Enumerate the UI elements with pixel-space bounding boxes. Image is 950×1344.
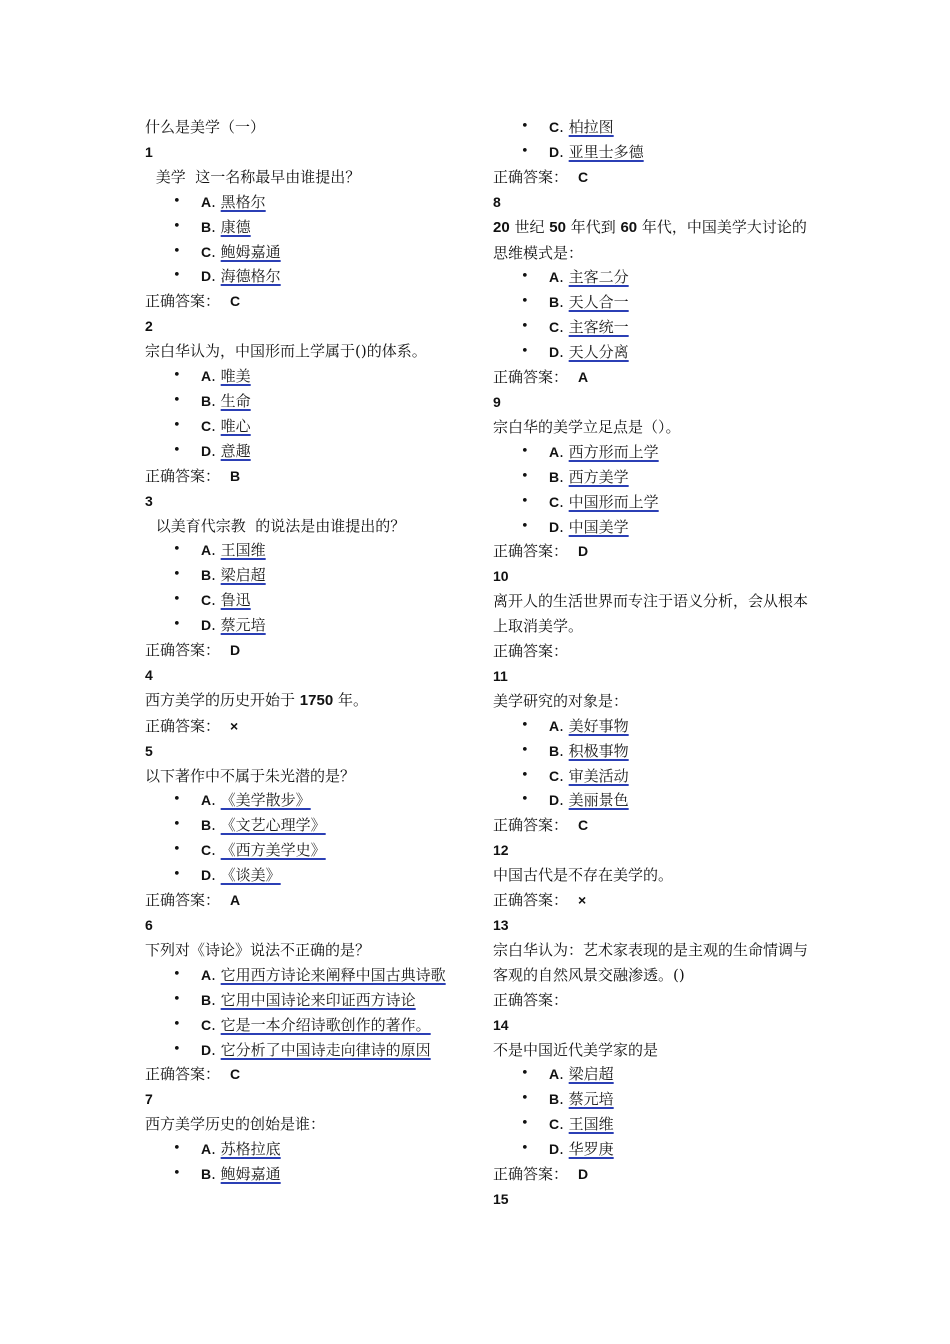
bullet-icon: • <box>521 1141 529 1157</box>
option-letter: C <box>549 767 560 784</box>
option-list <box>145 1137 470 1187</box>
option-link[interactable]: 它用中国诗论来印证西方诗论 <box>220 990 416 1009</box>
option-link[interactable]: 天人分离 <box>568 343 629 362</box>
bullet-icon: • <box>173 817 181 833</box>
option-item[interactable]: • B. 生命 <box>145 389 470 414</box>
option-link[interactable]: 梁启超 <box>220 566 266 585</box>
bullet-icon: • <box>173 991 181 1007</box>
question-number: 4 <box>145 666 153 683</box>
answer-label: 正确答案： <box>493 816 569 835</box>
option-letter: A <box>549 269 560 286</box>
question-number: 14 <box>493 1016 509 1033</box>
option-letter: C <box>549 493 560 510</box>
answer-label: 正确答案： <box>493 1165 569 1184</box>
answer-label: 正确答案： <box>145 716 221 735</box>
question-number: 12 <box>493 842 509 859</box>
bullet-icon: • <box>173 567 181 583</box>
option-item[interactable]: • D. 中国美学 <box>493 515 815 540</box>
bullet-icon: • <box>173 867 181 883</box>
option-item[interactable]: • C. 唯心 <box>145 414 470 439</box>
question-stem: 离开人的生活世界而专注于语义分析，会从根本上取消美学。 <box>493 592 809 636</box>
option-link[interactable]: 唯心 <box>220 416 251 435</box>
option-link[interactable]: 《美学散步》 <box>220 791 311 810</box>
option-letter: D <box>549 344 560 361</box>
question-stem: 宗白华认为，中国形而上学属于()的体系。 <box>145 342 427 361</box>
bullet-icon: • <box>173 542 181 558</box>
option-list <box>145 364 470 464</box>
answer-line <box>145 888 470 913</box>
option-link[interactable]: 鲍姆嘉通 <box>220 242 281 261</box>
option-letter: D <box>201 867 212 884</box>
option-item[interactable]: • B. 西方美学 <box>493 465 815 490</box>
option-list <box>493 115 815 165</box>
bullet-icon: • <box>521 468 529 484</box>
option-link[interactable]: 亚里士多德 <box>568 142 644 161</box>
option-item[interactable]: • D. 它分析了中国诗走向律诗的原因 <box>145 1038 470 1063</box>
option-letter: B <box>201 218 212 235</box>
option-letter: C <box>201 592 212 609</box>
question-stem: 美学 这一名称最早由谁提出？ <box>151 167 361 186</box>
option-item[interactable]: • C. 审美活动 <box>493 764 815 789</box>
option-item[interactable]: • B. 天人合一 <box>493 290 815 315</box>
bullet-icon: • <box>521 269 529 285</box>
stem-text: 西方美学的历史开始于 <box>145 690 296 709</box>
option-link[interactable]: 蔡元培 <box>568 1090 614 1109</box>
option-letter: B <box>201 817 212 834</box>
option-link[interactable]: 西方形而上学 <box>568 442 659 461</box>
question-stem <box>145 688 470 714</box>
answer-value: B <box>230 467 241 484</box>
option-letter: A <box>201 792 212 809</box>
question-stem: 美学研究的对象是： <box>493 691 629 710</box>
option-item[interactable]: • A. 主客二分 <box>493 265 815 290</box>
answer-line <box>493 639 815 664</box>
option-link[interactable]: 西方美学 <box>568 467 629 486</box>
option-link[interactable]: 中国形而上学 <box>568 492 659 511</box>
option-letter: A <box>201 193 212 210</box>
answer-line <box>145 1062 470 1087</box>
question-stem: 西方美学历史的创始是谁： <box>145 1115 326 1134</box>
question-number: 7 <box>145 1091 153 1108</box>
option-item[interactable]: • B. 它用中国诗论来印证西方诗论 <box>145 988 470 1013</box>
question-stem: 下列对《诗论》说法不正确的是？ <box>145 940 371 959</box>
option-link[interactable]: 它用西方诗论来阐释中国古典诗歌 <box>220 965 446 984</box>
bullet-icon: • <box>521 1091 529 1107</box>
option-link[interactable]: 《谈美》 <box>220 866 281 885</box>
answer-value: D <box>578 543 589 560</box>
option-letter: B <box>201 567 212 584</box>
option-link[interactable]: 梁启超 <box>568 1065 614 1084</box>
stem-number: 60 <box>620 218 638 236</box>
option-list <box>493 1062 815 1162</box>
stem-number: 20 <box>493 218 510 236</box>
doc-title: 什么是美学（一） <box>145 118 266 136</box>
left-column <box>145 115 470 1187</box>
option-link[interactable]: 王国维 <box>568 1115 614 1134</box>
option-item[interactable]: • B. 积极事物 <box>493 739 815 764</box>
option-item[interactable]: • C. 鲍姆嘉通 <box>145 240 470 265</box>
answer-label: 正确答案： <box>493 891 569 910</box>
bullet-icon: • <box>521 717 529 733</box>
question-stem <box>493 215 815 266</box>
option-item[interactable]: • D. 蔡元培 <box>145 613 470 638</box>
bullet-icon: • <box>173 243 181 259</box>
option-link[interactable]: 积极事物 <box>568 741 629 760</box>
question-number: 11 <box>493 667 508 684</box>
option-letter: D <box>549 518 560 535</box>
option-letter: C <box>549 1116 560 1133</box>
option-letter: C <box>549 119 560 135</box>
option-link[interactable]: 鲍姆嘉通 <box>220 1165 281 1184</box>
answer-line <box>493 813 815 838</box>
question-number: 5 <box>145 742 153 759</box>
option-item[interactable]: • D. 美丽景色 <box>493 788 815 813</box>
option-list <box>145 538 470 638</box>
option-letter: C <box>201 842 212 859</box>
option-item[interactable]: • A. 王国维 <box>145 538 470 563</box>
option-link[interactable]: 华罗庚 <box>568 1140 614 1159</box>
option-link[interactable]: 黑格尔 <box>220 192 266 211</box>
bullet-icon: • <box>173 442 181 458</box>
option-letter: D <box>201 617 212 634</box>
answer-value: C <box>230 1066 241 1083</box>
answer-label: 正确答案： <box>493 990 569 1009</box>
answer-label: 正确答案： <box>493 167 569 186</box>
bullet-icon: • <box>521 493 529 509</box>
bullet-icon: • <box>173 1041 181 1057</box>
answer-line <box>145 464 470 489</box>
option-link[interactable]: 海德格尔 <box>220 267 281 286</box>
option-link[interactable]: 王国维 <box>220 541 266 560</box>
option-link[interactable]: 主客二分 <box>568 268 629 287</box>
answer-line <box>493 988 815 1013</box>
option-link[interactable]: 它分析了中国诗走向律诗的原因 <box>220 1040 431 1059</box>
answer-value: A <box>578 369 589 386</box>
option-letter: D <box>549 1141 560 1158</box>
option-item[interactable]: • C. 柏拉图 <box>493 115 815 140</box>
answer-value: × <box>230 717 239 734</box>
option-letter: B <box>201 1166 212 1183</box>
option-item[interactable]: • C. 王国维 <box>493 1112 815 1137</box>
option-link[interactable]: 苏格拉底 <box>220 1140 281 1159</box>
bullet-icon: • <box>173 218 181 234</box>
option-item[interactable]: • B. 《文艺心理学》 <box>145 813 470 838</box>
option-letter: D <box>201 268 212 285</box>
option-item[interactable]: • C. 鲁迅 <box>145 588 470 613</box>
option-item[interactable]: • C. 中国形而上学 <box>493 490 815 515</box>
question-number: 15 <box>493 1190 509 1207</box>
bullet-icon: • <box>173 417 181 433</box>
right-column <box>493 115 815 1212</box>
option-link[interactable]: 《文艺心理学》 <box>220 816 326 835</box>
option-letter: D <box>549 143 560 160</box>
option-item[interactable]: • A. 唯美 <box>145 364 470 389</box>
answer-line <box>493 539 815 564</box>
option-letter: B <box>549 742 560 759</box>
option-list <box>145 963 470 1063</box>
bullet-icon: • <box>521 119 529 134</box>
bullet-icon: • <box>173 193 181 209</box>
option-letter: A <box>549 717 560 734</box>
option-list <box>493 714 815 814</box>
option-letter: B <box>549 1091 560 1108</box>
bullet-icon: • <box>173 792 181 808</box>
question-stem: 宗白华的美学立足点是（）。 <box>493 417 681 436</box>
option-letter: A <box>201 1141 212 1158</box>
option-item[interactable]: • A. 梁启超 <box>493 1062 815 1087</box>
answer-line <box>145 638 470 663</box>
option-letter: A <box>549 1066 560 1083</box>
option-link[interactable]: 《西方美学史》 <box>220 841 326 860</box>
answer-value: C <box>230 293 241 310</box>
bullet-icon: • <box>521 518 529 534</box>
bullet-icon: • <box>173 592 181 608</box>
stem-text: 年代，中国美学大讨论的思维模式是： <box>493 217 807 262</box>
bullet-icon: • <box>521 344 529 360</box>
option-letter: C <box>201 417 212 434</box>
option-link[interactable]: 蔡元培 <box>220 616 266 635</box>
bullet-icon: • <box>521 443 529 459</box>
option-letter: A <box>201 542 212 559</box>
option-link[interactable]: 审美活动 <box>568 766 629 785</box>
answer-label: 正确答案： <box>493 542 569 561</box>
question-number: 10 <box>493 568 509 585</box>
answer-value: × <box>578 892 587 909</box>
question-number: 6 <box>145 917 153 933</box>
bullet-icon: • <box>521 143 529 159</box>
option-item[interactable]: • C. 它是一本介绍诗歌创作的著作。 <box>145 1013 470 1038</box>
option-item[interactable]: • B. 蔡元培 <box>493 1087 815 1112</box>
question-stem: 不是中国近代美学家的是 <box>493 1040 659 1059</box>
option-item[interactable]: • D. 华罗庚 <box>493 1137 815 1162</box>
option-item[interactable]: • A. 美好事物 <box>493 714 815 739</box>
answer-line <box>493 1162 815 1187</box>
bullet-icon: • <box>173 966 181 982</box>
bullet-icon: • <box>521 792 529 808</box>
answer-label: 正确答案： <box>493 642 569 661</box>
answer-label: 正确答案： <box>145 292 221 311</box>
option-link[interactable]: 主客统一 <box>568 318 629 337</box>
bullet-icon: • <box>521 742 529 758</box>
question-number: 9 <box>493 393 501 410</box>
option-letter: D <box>549 792 560 809</box>
bullet-icon: • <box>521 1116 529 1132</box>
option-link[interactable]: 天人合一 <box>568 293 629 312</box>
option-letter: C <box>201 243 212 260</box>
answer-line <box>493 165 815 190</box>
answer-label: 正确答案： <box>145 641 221 660</box>
option-link[interactable]: 它是一本介绍诗歌创作的著作。 <box>220 1015 431 1034</box>
option-link[interactable]: 意趣 <box>220 441 251 460</box>
answer-label: 正确答案： <box>145 891 221 910</box>
option-letter: C <box>549 319 560 336</box>
option-letter: C <box>201 1016 212 1033</box>
question-stem: 以美育代宗教 的说法是由谁提出的？ <box>151 516 406 535</box>
question-stem: 宗白华认为：艺术家表现的是主观的生命情调与客观的自然风景交融渗透。() <box>493 940 809 984</box>
answer-label: 正确答案： <box>493 368 569 387</box>
option-item[interactable]: • D. 意趣 <box>145 439 470 464</box>
option-item[interactable]: • C. 《西方美学史》 <box>145 838 470 863</box>
option-letter: A <box>201 966 212 983</box>
answer-value: C <box>578 817 589 834</box>
answer-line <box>145 714 470 739</box>
option-letter: A <box>201 368 212 385</box>
option-item[interactable]: • B. 康德 <box>145 215 470 240</box>
bullet-icon: • <box>521 1066 529 1082</box>
answer-value: C <box>578 168 589 185</box>
option-letter: D <box>201 1041 212 1058</box>
option-link[interactable]: 生命 <box>220 391 251 410</box>
stem-year: 1750 <box>299 691 334 709</box>
option-item[interactable]: • D. 亚里士多德 <box>493 140 815 165</box>
option-link[interactable]: 美好事物 <box>568 716 629 735</box>
bullet-icon: • <box>173 1141 181 1157</box>
question-number: 8 <box>493 193 501 210</box>
bullet-icon: • <box>173 268 181 284</box>
option-list <box>145 788 470 888</box>
bullet-icon: • <box>521 767 529 783</box>
option-item[interactable]: • A. 西方形而上学 <box>493 440 815 465</box>
answer-line <box>493 888 815 913</box>
stem-text: 世纪 <box>509 217 550 236</box>
option-letter: B <box>549 294 560 311</box>
option-link[interactable]: 康德 <box>220 217 251 236</box>
option-item[interactable]: • B. 鲍姆嘉通 <box>145 1162 470 1187</box>
stem-text: 年代到 <box>565 217 621 236</box>
answer-line <box>145 289 470 314</box>
answer-label: 正确答案： <box>145 1065 221 1084</box>
option-item[interactable]: • A. 《美学散步》 <box>145 788 470 813</box>
bullet-icon: • <box>521 294 529 310</box>
answer-value: D <box>230 642 241 659</box>
option-list <box>493 265 815 365</box>
bullet-icon: • <box>173 1016 181 1032</box>
option-letter: D <box>201 442 212 459</box>
option-letter: A <box>549 443 560 460</box>
option-link[interactable]: 中国美学 <box>568 517 629 536</box>
stem-number: 50 <box>549 218 566 236</box>
option-item[interactable]: • A. 苏格拉底 <box>145 1137 470 1162</box>
option-letter: B <box>201 991 212 1008</box>
answer-value: D <box>578 1166 589 1183</box>
option-letter: B <box>549 468 560 485</box>
bullet-icon: • <box>173 1166 181 1182</box>
option-link[interactable]: 唯美 <box>220 367 251 386</box>
bullet-icon: • <box>173 842 181 858</box>
option-item[interactable]: • D. 海德格尔 <box>145 264 470 289</box>
option-list <box>493 440 815 540</box>
option-item[interactable]: • A. 它用西方诗论来阐释中国古典诗歌 <box>145 963 470 988</box>
stem-text: 年。 <box>337 690 368 709</box>
option-item[interactable]: • B. 梁启超 <box>145 563 470 588</box>
question-stem: 以下著作中不属于朱光潜的是？ <box>145 766 356 785</box>
bullet-icon: • <box>521 319 529 335</box>
option-link[interactable]: 美丽景色 <box>568 791 629 810</box>
option-item[interactable]: • A. 黑格尔 <box>145 190 470 215</box>
question-number: 2 <box>145 318 153 335</box>
option-letter: B <box>201 392 212 409</box>
answer-label: 正确答案： <box>145 466 221 485</box>
question-number: 13 <box>493 917 509 933</box>
answer-line <box>493 365 815 390</box>
option-link[interactable]: 柏拉图 <box>568 118 614 136</box>
option-item[interactable]: • D. 《谈美》 <box>145 863 470 888</box>
answer-value: A <box>230 892 241 909</box>
bullet-icon: • <box>173 392 181 408</box>
option-item[interactable]: • D. 天人分离 <box>493 340 815 365</box>
question-number: 3 <box>145 492 153 509</box>
bullet-icon: • <box>173 617 181 633</box>
question-stem: 中国古代是不存在美学的。 <box>493 866 674 885</box>
option-list <box>145 190 470 290</box>
bullet-icon: • <box>173 368 181 384</box>
option-item[interactable]: • C. 主客统一 <box>493 315 815 340</box>
option-link[interactable]: 鲁迅 <box>220 591 251 610</box>
question-number: 1 <box>145 143 153 160</box>
